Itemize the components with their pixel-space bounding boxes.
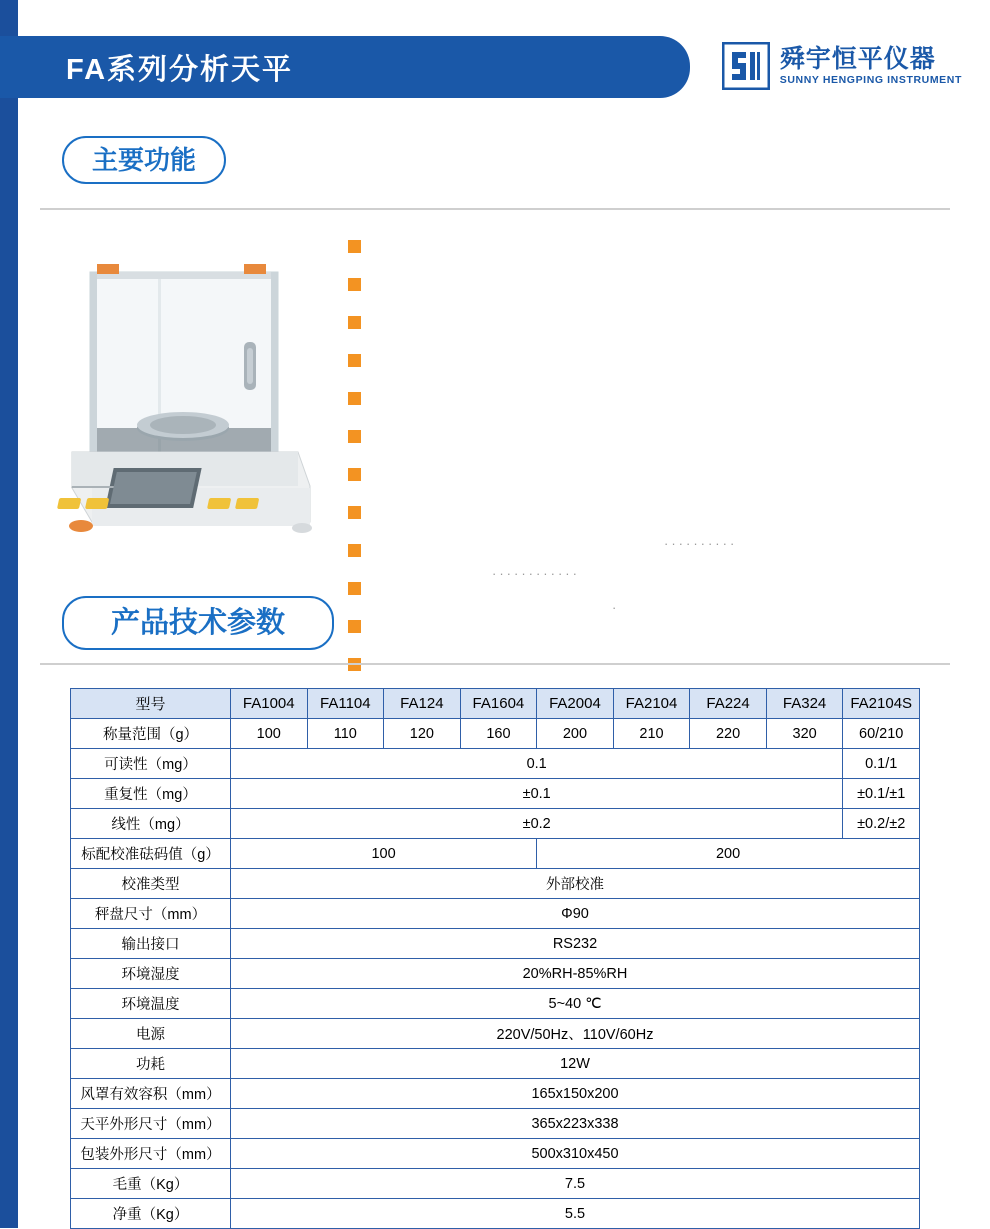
table-cell: 12W	[231, 1049, 920, 1079]
logo-name-en: SUNNY HENGPING INSTRUMENT	[779, 74, 962, 87]
table-cell: 220	[690, 719, 767, 749]
table-cell: 200	[537, 839, 920, 869]
section-heading-features	[62, 136, 226, 184]
table-header-row	[71, 689, 920, 719]
bullet-square-icon	[348, 620, 361, 633]
table-header-cell-model-FA324: FA324	[766, 689, 843, 719]
table-cell: 0.1	[231, 749, 843, 779]
table-row-label: 可读性（mg）	[71, 749, 231, 779]
table-cell: ±0.2/±2	[843, 809, 920, 839]
table-cell: RS232	[231, 929, 920, 959]
table-row-label: 包装外形尺寸（mm）	[71, 1139, 231, 1169]
product-photo-analytical-balance	[48, 250, 338, 580]
section-heading-features-label: 主要功能	[91, 145, 196, 175]
table-cell: 210	[613, 719, 690, 749]
table-cell: 5.5	[231, 1199, 920, 1229]
table-cell: ±0.2	[231, 809, 843, 839]
page-title: FA系列分析天平	[66, 53, 294, 86]
table-row	[71, 839, 920, 869]
table-row	[71, 1169, 920, 1199]
table-header-cell-model-FA224: FA224	[690, 689, 767, 719]
table-header-cell-model-FA2104: FA2104	[613, 689, 690, 719]
logo-text	[780, 45, 962, 86]
table-cell: 7.5	[231, 1169, 920, 1199]
bullet-square-icon	[348, 354, 361, 367]
table-row-label: 标配校准砝码值（g）	[71, 839, 231, 869]
feature-text-placeholder: ··········	[664, 536, 738, 551]
table-row-label: 重复性（mg）	[71, 779, 231, 809]
table-row	[71, 959, 920, 989]
table-row	[71, 869, 920, 899]
table-cell: 100	[231, 839, 537, 869]
table-cell: 5~40 ℃	[231, 989, 920, 1019]
table-row	[71, 749, 920, 779]
table-row-label: 毛重（Kg）	[71, 1169, 231, 1199]
table-row	[71, 1199, 920, 1229]
table-cell: 110	[307, 719, 384, 749]
bullet-square-icon	[348, 544, 361, 557]
table-cell: 60/210	[843, 719, 920, 749]
table-row-label: 天平外形尺寸（mm）	[71, 1109, 231, 1139]
table-cell: ±0.1	[231, 779, 843, 809]
table-row	[71, 1079, 920, 1109]
bullet-square-icon	[348, 240, 361, 253]
table-cell: 0.1/1	[843, 749, 920, 779]
bullet-square-icon	[348, 278, 361, 291]
bullet-square-icon	[348, 392, 361, 405]
bullet-square-icon	[348, 430, 361, 443]
table-cell: ±0.1/±1	[843, 779, 920, 809]
bullet-square-icon	[348, 582, 361, 595]
table-row-label: 校准类型	[71, 869, 231, 899]
table-row-label: 秤盘尺寸（mm）	[71, 899, 231, 929]
table-cell: 160	[460, 719, 537, 749]
table-header	[71, 689, 920, 719]
table-row-label: 输出接口	[71, 929, 231, 959]
left-blue-spine	[0, 0, 18, 1228]
table-row-label: 电源	[71, 1019, 231, 1049]
table-row-label: 风罩有效容积（mm）	[71, 1079, 231, 1109]
table-cell: 外部校准	[231, 869, 920, 899]
table-header-cell-model-FA124: FA124	[384, 689, 461, 719]
table-row-label: 净重（Kg）	[71, 1199, 231, 1229]
table-header-cell-model-FA2004: FA2004	[537, 689, 614, 719]
table-cell: 365x223x338	[231, 1109, 920, 1139]
table-row-label: 功耗	[71, 1049, 231, 1079]
table-row-label: 线性（mg）	[71, 809, 231, 839]
table-row	[71, 1049, 920, 1079]
table-cell: Φ90	[231, 899, 920, 929]
feature-text-placeholder: ·	[612, 600, 620, 615]
header-banner	[0, 36, 690, 98]
feature-text-placeholder: ············	[492, 566, 580, 581]
company-logo	[722, 42, 962, 90]
bullet-square-icon	[348, 506, 361, 519]
bullet-square-icon	[348, 316, 361, 329]
table-cell: 120	[384, 719, 461, 749]
specification-table	[70, 688, 920, 1229]
table-cell: 320	[766, 719, 843, 749]
feature-bullet-column	[348, 240, 361, 671]
section-heading-specs	[62, 596, 334, 650]
table-body	[71, 719, 920, 1229]
table-row	[71, 809, 920, 839]
table-row-label: 环境温度	[71, 989, 231, 1019]
table-row	[71, 929, 920, 959]
table-row	[71, 1139, 920, 1169]
shp-logo-icon	[722, 42, 770, 90]
table-cell: 500x310x450	[231, 1139, 920, 1169]
table-header-cell-model: 型号	[71, 689, 231, 719]
table-header-cell-model-FA1604: FA1604	[460, 689, 537, 719]
logo-name-cn: 舜宇恒平仪器	[779, 45, 936, 74]
table-cell: 200	[537, 719, 614, 749]
table-cell: 100	[231, 719, 308, 749]
table-row-label: 环境湿度	[71, 959, 231, 989]
table-row	[71, 989, 920, 1019]
table-header-cell-model-FA1104: FA1104	[307, 689, 384, 719]
table-row	[71, 899, 920, 929]
table-row	[71, 1019, 920, 1049]
table-cell: 20%RH-85%RH	[231, 959, 920, 989]
divider-middle	[40, 663, 950, 665]
divider-top	[40, 208, 950, 210]
table-row	[71, 779, 920, 809]
table-row	[71, 1109, 920, 1139]
table-header-cell-model-FA2104S: FA2104S	[843, 689, 920, 719]
table-row	[71, 719, 920, 749]
table-cell: 220V/50Hz、110V/60Hz	[231, 1019, 920, 1049]
section-heading-specs-label: 产品技术参数	[110, 606, 285, 639]
bullet-square-icon	[348, 468, 361, 481]
table-row-label: 称量范围（g）	[71, 719, 231, 749]
table-header-cell-model-FA1004: FA1004	[231, 689, 308, 719]
table-cell: 165x150x200	[231, 1079, 920, 1109]
